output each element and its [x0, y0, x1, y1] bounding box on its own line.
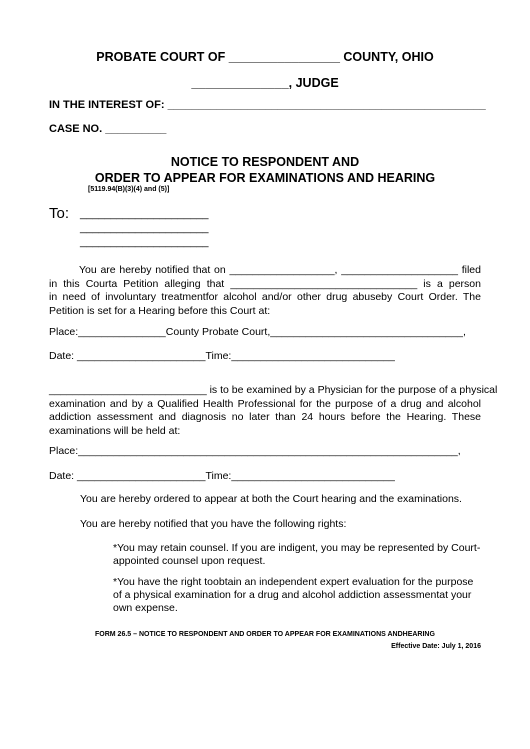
notice-line[interactable]: You are hereby notified that on __________________, ____________________ filed	[79, 264, 481, 276]
right-independent-evaluation: *You have the right toobtain an independent expert evaluation for the purpose of a physical examination for a drug and alcohol addiction assessmentat your own expense.	[113, 576, 474, 614]
interest-label: IN THE INTEREST OF:	[49, 99, 165, 111]
effective-date: Effective Date: July 1, 2016	[391, 643, 481, 650]
interest-row	[49, 99, 486, 111]
statute-citation: [5119.94(B)(3)(4) and (5)]	[88, 186, 170, 193]
notice-line[interactable]: in this Courta Petition alleging that ________________________________ is a person	[49, 277, 481, 290]
to-recipient-field-1[interactable]: _____________________	[80, 208, 209, 220]
form-footer-title: FORM 26.5 – NOTICE TO RESPONDENT AND ORDER TO APPEAR FOR EXAMINATIONS ANDHEARING	[95, 631, 435, 638]
right-retain-counsel: *You may retain counsel. If you are indigent, you may be represented by Court-appointed counsel upon request.	[113, 542, 481, 567]
form-title-line1: NOTICE TO RESPONDENT AND	[170, 155, 360, 169]
exam-line: examination and by a Qualified Health Professional for the purpose of a drug and alcohol	[49, 397, 481, 410]
to-recipient-field-3[interactable]: _____________________	[80, 236, 209, 248]
case-label: CASE NO.	[49, 123, 103, 135]
judge-line: ______________, JUDGE	[191, 76, 339, 90]
notice-paragraph	[49, 264, 481, 318]
exam-paragraph	[49, 384, 498, 438]
to-label: To:	[49, 205, 70, 222]
case-number-field[interactable]: __________	[105, 123, 167, 135]
exam-date-time-field[interactable]: Date: ______________________Time:____________________________	[49, 470, 395, 482]
hearing-date-time-field[interactable]: Date: ______________________Time:____________________________	[49, 350, 395, 362]
appear-order-text: You are hereby ordered to appear at both the Court hearing and the examinations.	[80, 493, 462, 505]
notice-line: in need of involuntary treatmentfor alcohol and/or other drug abuseby Court Order. The	[49, 291, 481, 303]
exam-line[interactable]: ___________________________ is to be examined by a Physician for the purpose of a physical	[49, 384, 498, 396]
case-row	[49, 123, 166, 135]
exam-place-field[interactable]: Place:_________________________________________________________________,	[49, 445, 461, 457]
to-recipient-field-2[interactable]: _____________________	[80, 222, 209, 234]
notice-line: Petition is set for a Hearing before this Court at:	[49, 304, 271, 317]
exam-line: addiction assessment and diagnosis no later than 24 hours before the Hearing. These	[49, 411, 481, 423]
hearing-place-field[interactable]: Place:_______________County Probate Court,_________________________________,	[49, 326, 466, 338]
rights-intro-text: You are hereby notified that you have the following rights:	[80, 518, 347, 530]
court-heading: PROBATE COURT OF ________________ COUNTY, OHIO	[96, 50, 434, 64]
exam-line: examinations will be held at:	[49, 424, 181, 437]
interest-name-field[interactable]: ____________________________________________________	[167, 99, 486, 111]
form-title-line2: ORDER TO APPEAR FOR EXAMINATIONS AND HEARING	[94, 171, 436, 185]
